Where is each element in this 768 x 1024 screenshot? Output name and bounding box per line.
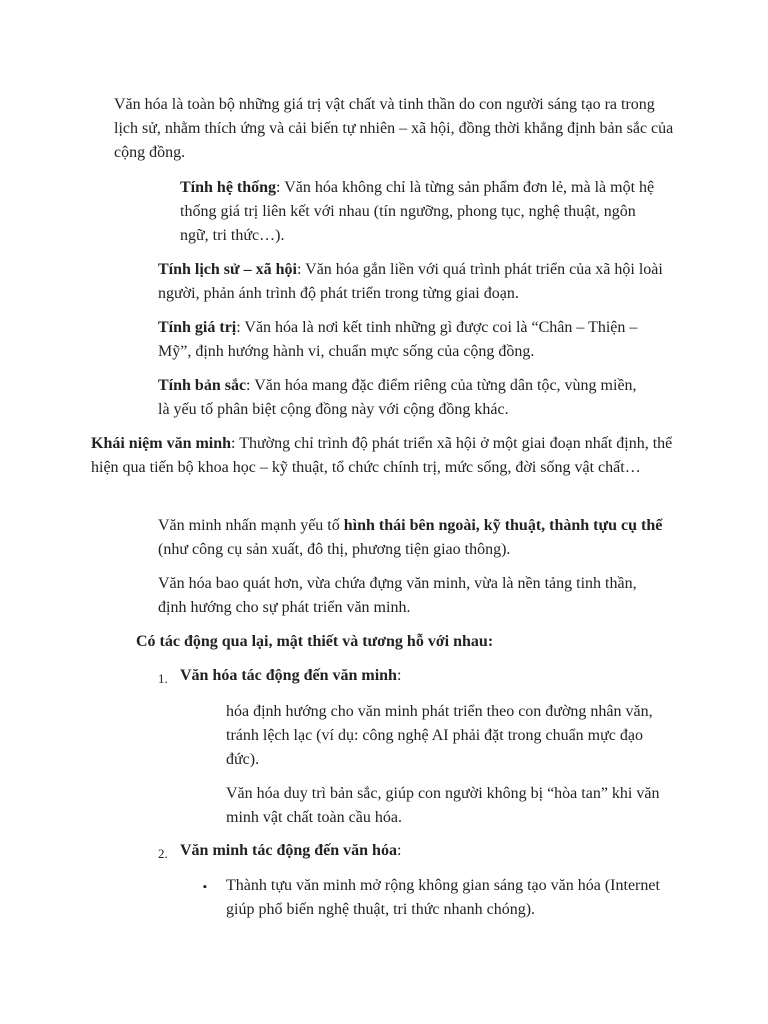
list-item-civilization-to-culture: Văn minh tác động đến văn hóa: xyxy=(180,842,402,859)
civilization-emphasis: Văn minh nhấn mạnh yếu tố hình thái bên ngoài, kỹ thuật, thành tựu cụ thể (như công cụ sản xuất, đô thị, phương tiện giao thông). xyxy=(158,517,663,558)
feature-system: Tính hệ thống: Văn hóa không chỉ là từng sản phẩm đơn lẻ, mà là một hệ thống giá trị liên kết với nhau (tín ngưỡng, phong tục, nghệ thuật, ngôn ngữ, tri thức…). xyxy=(180,179,655,244)
feature-history-society: Tính lịch sử – xã hội: Văn hóa gắn liền với quá trình phát triển của xã hội loài người, phản ánh trình độ phát triển trong từng giai đoạn. xyxy=(158,261,663,302)
feature-identity: Tính bản sắc: Văn hóa mang đặc điểm riêng của từng dân tộc, vùng miền, là yếu tố phân biệt cộng đồng này với cộng đồng khác. xyxy=(158,377,637,418)
feature-term: Tính giá trị xyxy=(158,319,237,336)
list-number-2: 2. xyxy=(158,846,168,861)
list-number-1: 1. xyxy=(158,671,168,686)
civilization-expands-culture: Thành tựu văn minh mở rộng không gian sáng tạo văn hóa (Internet giúp phổ biến nghệ thuật, tri thức nhanh chóng). xyxy=(226,877,660,918)
civilization-term: Khái niệm văn minh xyxy=(91,435,232,452)
civilization-definition: Khái niệm văn minh: Thường chỉ trình độ phát triển xã hội ở một giai đoạn nhất định, thể hiện qua tiến bộ khoa học – kỹ thuật, tổ chức chính trị, mức sống, đời sống vật chất… xyxy=(91,435,673,476)
feature-term: Tính hệ thống xyxy=(180,179,277,196)
culture-definition: Văn hóa là toàn bộ những giá trị vật chất và tinh thần do con người sáng tạo ra trong lịch sử, nhằm thích ứng và cải biến tự nhiên – xã hội, đồng thời khẳng định bản sắc của cộng đồng. xyxy=(114,96,674,161)
feature-value: Tính giá trị: Văn hóa là nơi kết tinh những gì được coi là “Chân – Thiện – Mỹ”, định hướng hành vi, chuẩn mực sống của cộng đồng. xyxy=(158,319,638,360)
feature-term: Tính lịch sử – xã hội xyxy=(158,261,297,278)
culture-preserves-identity: Văn hóa duy trì bản sắc, giúp con người không bị “hòa tan” khi văn minh vật chất toàn cầu hóa. xyxy=(226,785,660,826)
square-bullet-icon: ▪ xyxy=(203,881,207,893)
culture-guides-civilization: hóa định hướng cho văn minh phát triển theo con đường nhân văn, tránh lệch lạc (ví dụ: công nghệ AI phải đặt trong chuẩn mực đạo đức). xyxy=(226,703,653,768)
list-item-culture-to-civilization: Văn hóa tác động đến văn minh: xyxy=(180,667,402,684)
feature-term: Tính bản sắc xyxy=(158,377,247,394)
relation-heading: Có tác động qua lại, mật thiết và tương hỗ với nhau: xyxy=(136,633,494,650)
culture-vs-civilization: Văn hóa bao quát hơn, vừa chứa đựng văn minh, vừa là nền tảng tinh thần, định hướng cho sự phát triển văn minh. xyxy=(158,575,637,616)
